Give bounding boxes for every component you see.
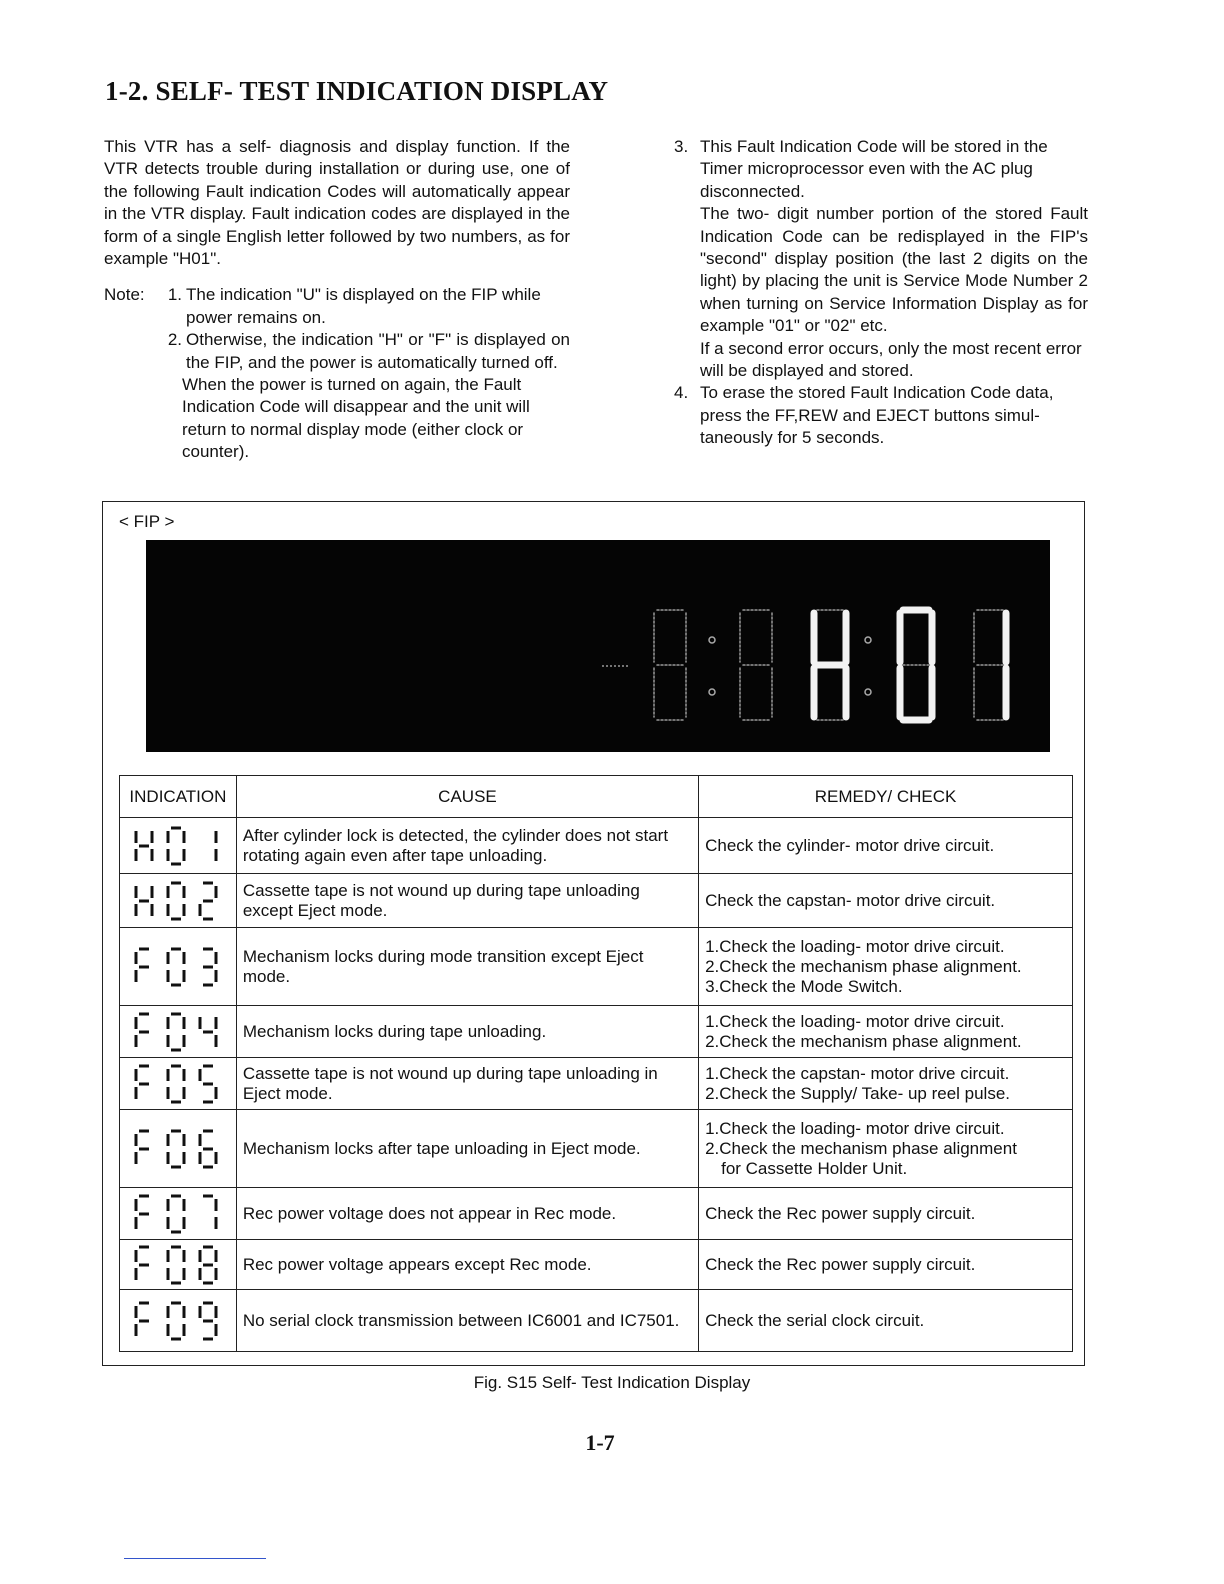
indication-code [120,1290,237,1352]
indication-code [120,874,237,928]
header-cause: CAUSE [236,776,698,818]
remedy-line: 1.Check the loading- motor drive circuit. [705,1118,1005,1138]
remedy-line: 3.Check the Mode Switch. [705,976,903,996]
table-row [120,1058,1073,1110]
intro-paragraph: This VTR has a self- diagnosis and display function. If the VTR detects trouble during installation or during use, one of the following Fault indication Codes will automatically appear in the VTR display. Fault indication codes are displayed in the form of a single English letter followed by two numbers, as for example "H01". [104,137,570,269]
remedy-line: 2.Check the mechanism phase alignment. [705,1031,1022,1051]
indication-code [120,928,237,1006]
remedy-line: 2.Check the Supply/ Take- up reel pulse. [705,1083,1011,1103]
cause-cell: Cassette tape is not wound up during tape unloading except Eject mode. [236,874,698,928]
segment-code-f05 [132,1062,228,1106]
table-row [120,1290,1073,1352]
table-row [120,874,1073,928]
indication-code [120,1006,237,1058]
fip-colon-dot [709,689,715,695]
fault-code-table [119,775,1073,1352]
page-number: 1-7 [585,1430,615,1455]
note-item: 1. The indication "U" is displayed on the FIP while power remains on. [167,285,541,327]
figure-caption: Fig. S15 Self- Test Indication Display [473,1373,751,1392]
indication-code [120,1110,237,1188]
fip-display [146,540,1050,752]
cause-cell: Mechanism locks after tape unloading in Eject mode. [236,1110,698,1188]
segment-code-h02 [132,879,228,923]
right-column [674,136,1088,450]
cause-cell: Mechanism locks during tape unloading. [236,1006,698,1058]
segment-code-f07 [132,1192,228,1236]
table-row [120,1006,1073,1058]
cause-cell: Rec power voltage does not appear in Rec mode. [236,1188,698,1240]
remedy-line: Check the capstan- motor drive circuit. [705,890,996,910]
footer-rule [124,1558,266,1559]
cause-cell: No serial clock transmission between IC6001 and IC7501. [236,1290,698,1352]
note-item: 2. Otherwise, the indication "H" or "F" is displayed on the FIP, and the power is automatically turned off. [167,330,570,372]
table-row [120,818,1073,874]
segment-code-f03 [132,945,228,989]
remedy-line: 1.Check the loading- motor drive circuit. [705,1011,1005,1031]
cause-cell: Rec power voltage appears except Rec mode. [236,1240,698,1290]
indication-code [120,1188,237,1240]
remedy-line: 1.Check the capstan- motor drive circuit. [705,1063,1010,1083]
segment-code-h01 [132,824,228,868]
remedy-cell [699,818,1073,874]
remedy-cell [699,1240,1073,1290]
fip-colon-dot [709,637,715,643]
remedy-line: 2.Check the mechanism phase alignment. [705,956,1022,976]
remedy-cell [699,1058,1073,1110]
cause-cell: Cassette tape is not wound up during tape unloading in Eject mode. [236,1058,698,1110]
left-column [104,136,570,464]
table-row [120,928,1073,1006]
remedy-cell [699,874,1073,928]
indication-code [120,1058,237,1110]
remedy-line: 2.Check the mechanism phase alignment [705,1138,1017,1158]
remedy-line: Check the serial clock circuit. [705,1310,925,1330]
segment-code-f06 [132,1127,228,1171]
indication-code [120,818,237,874]
remedy-line: for Cassette Holder Unit. [721,1158,908,1178]
remedy-line: Check the cylinder- motor drive circuit. [705,835,995,855]
segment-code-f09 [132,1299,228,1343]
table-row [120,1188,1073,1240]
table-row [120,1240,1073,1290]
fip-colon-dot [865,689,871,695]
header-indication: INDICATION [120,776,237,818]
table-header-row [120,776,1073,818]
segment-code-f08 [132,1243,228,1287]
figure-frame [102,501,1085,1366]
cause-cell: Mechanism locks during mode transition except Eject mode. [236,928,698,1006]
note-label: Note: [104,285,145,305]
list-item: 3. This Fault Indication Code will be stored in the Timer microprocessor even with the AC plug disconnected. The two- digit number portion of the stored Fault Indication Code can be redisplayed in the FIP's "second" display position (the last 2 digits on the light) by placing the unit is Service Mode Number 2 when turning on Service Information Display as for example "01" or "02" etc. If a second error occurs, only the most recent error will be displayed and stored. [674,137,1088,381]
segment-code-f04 [132,1010,228,1054]
fip-label: < FIP > [119,512,175,531]
remedy-cell [699,1188,1073,1240]
remedy-cell [699,928,1073,1006]
remedy-line: Check the Rec power supply circuit. [705,1254,976,1274]
remedy-cell [699,1006,1073,1058]
indication-code [120,1240,237,1290]
remedy-line: 1.Check the loading- motor drive circuit. [705,936,1005,956]
remedy-cell [699,1110,1073,1188]
note-item-extra: When the power is turned on again, the Fault Indication Code will disappear and the unit will return to normal display mode (either clock or counter). [182,375,530,462]
fip-colon-dot [865,637,871,643]
remedy-cell [699,1290,1073,1352]
list-item: 4. To erase the stored Fault Indication Code data, press the FF,REW and EJECT buttons simul- taneously for 5 seconds. [674,383,1054,448]
fip-segments [146,540,1050,752]
section-title: 1-2. SELF- TEST INDICATION DISPLAY [105,76,609,106]
remedy-line: Check the Rec power supply circuit. [705,1203,976,1223]
note-block [104,284,570,463]
cause-cell: After cylinder lock is detected, the cylinder does not start rotating again even after tape unloading. [236,818,698,874]
header-remedy: REMEDY/ CHECK [699,776,1073,818]
table-row [120,1110,1073,1188]
